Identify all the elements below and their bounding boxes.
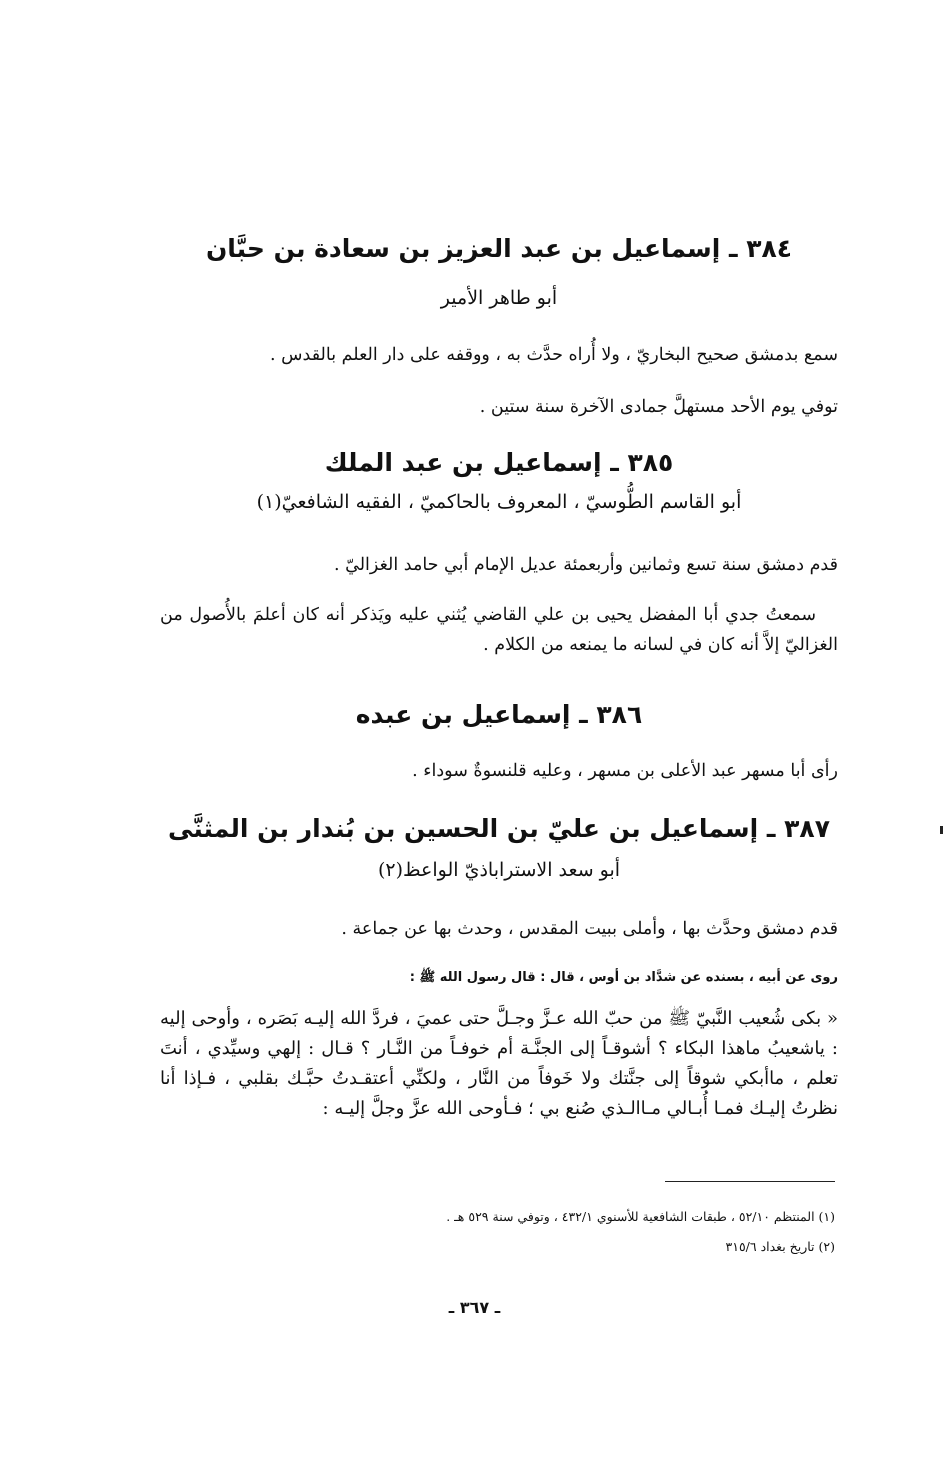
entry-387-narration-intro: روى عن أبيه ، بسنده عن شدَّاد بن أوس ، قال : قال رسول الله ﷺ : <box>409 970 838 985</box>
entry-385-paragraph-1: قدم دمشق سنة تسع وثمانين وأربعمئة عديل الإمام أبي حامد الغزاليّ . <box>334 555 838 575</box>
entry-387-subheading: أبو سعد الاستراباذيّ الواعظ(٢) <box>377 859 621 881</box>
entry-384-subheading: أبو طاهر الأمير <box>440 287 558 309</box>
entry-386-paragraph-1: رأى أبا مسهر عبد الأعلى بن مسهر ، وعليه قلنسوةٌ سوداء . <box>412 761 838 781</box>
entry-384-paragraph-2: توفي يوم الأحد مستهلَّ جمادى الآخرة سنة ستين . <box>479 397 838 417</box>
page-number: ـ ٣٦٧ ـ <box>448 1298 501 1317</box>
entry-386-heading: ٣٨٦ ـ إسماعيل بن عبده <box>355 700 643 729</box>
entry-387-heading: ٣٨٧ ـ إسماعيل بن عليّ بن الحسين بن بُندار بن المثنَّى <box>168 814 830 843</box>
footnote-divider <box>665 1181 835 1182</box>
entry-384-heading: ٣٨٤ ـ إسماعيل بن عبد العزيز بن سعادة بن حبَّان <box>205 234 793 263</box>
footnote-1: (١) المنتظم ٥٢/١٠ ، طبقات الشافعية للأسنوي ٤٣٢/١ ، وتوفي سنة ٥٢٩ هـ . <box>446 1209 835 1224</box>
entry-385-paragraph-2: سمعتُ جدي أبا المفضل يحيى بن علي القاضي يُثني عليه ويَذكر أنه كان أعلمَ بالأُصول من الغزاليّ إلاَّ أنه كان في لسانه ما يمنعه من الكلام . <box>160 605 838 655</box>
footnote-2: (٢) تاريخ بغداد ٣١٥/٦ <box>725 1239 835 1254</box>
entry-385-subheading: أبو القاسم الطُّوسيّ ، المعروف بالحاكميّ ، الفقيه الشافعيّ(١) <box>256 491 742 513</box>
entry-387-paragraph-1: قدم دمشق وحدَّث بها ، وأملى ببيت المقدس ، وحدث بها عن جماعة . <box>341 919 838 939</box>
entry-385-heading: ٣٨٥ ـ إسماعيل بن عبد الملك <box>324 448 674 477</box>
margin-mark <box>940 826 943 834</box>
entry-387-narration: « بكى شُعيب النَّبيّ ﷺ من حبّ الله عـزَّ وجـلَّ حتى عميَ ، فردَّ الله إليـه بَصَره ، وأوحى إليه : ياشعيبُ ماهذا البكاء ؟ أشوقـاً إلى الجنَّـة أم خوفـاً من النَّـار ؟ قـال : إلهي وسيِّدي ، أنتَ تعلم ، ماأبكي شوقاً إلى جنَّتك ولا خَوفاً من النَّار ، ولكنِّي أعتقـدتُ حبَّـك بقلبي ، فـإذا أنا نظرتُ إليـك فمـا أُبـالي مـاالـذي صُنع بي ؛ فـأوحى الله عزَّ وجلَّ إليـه : <box>160 1008 838 1119</box>
entry-384-paragraph-1: سمع بدمشق صحيح البخاريّ ، ولا أُراه حدَّث به ، ووقفه على دار العلم بالقدس . <box>270 345 838 365</box>
